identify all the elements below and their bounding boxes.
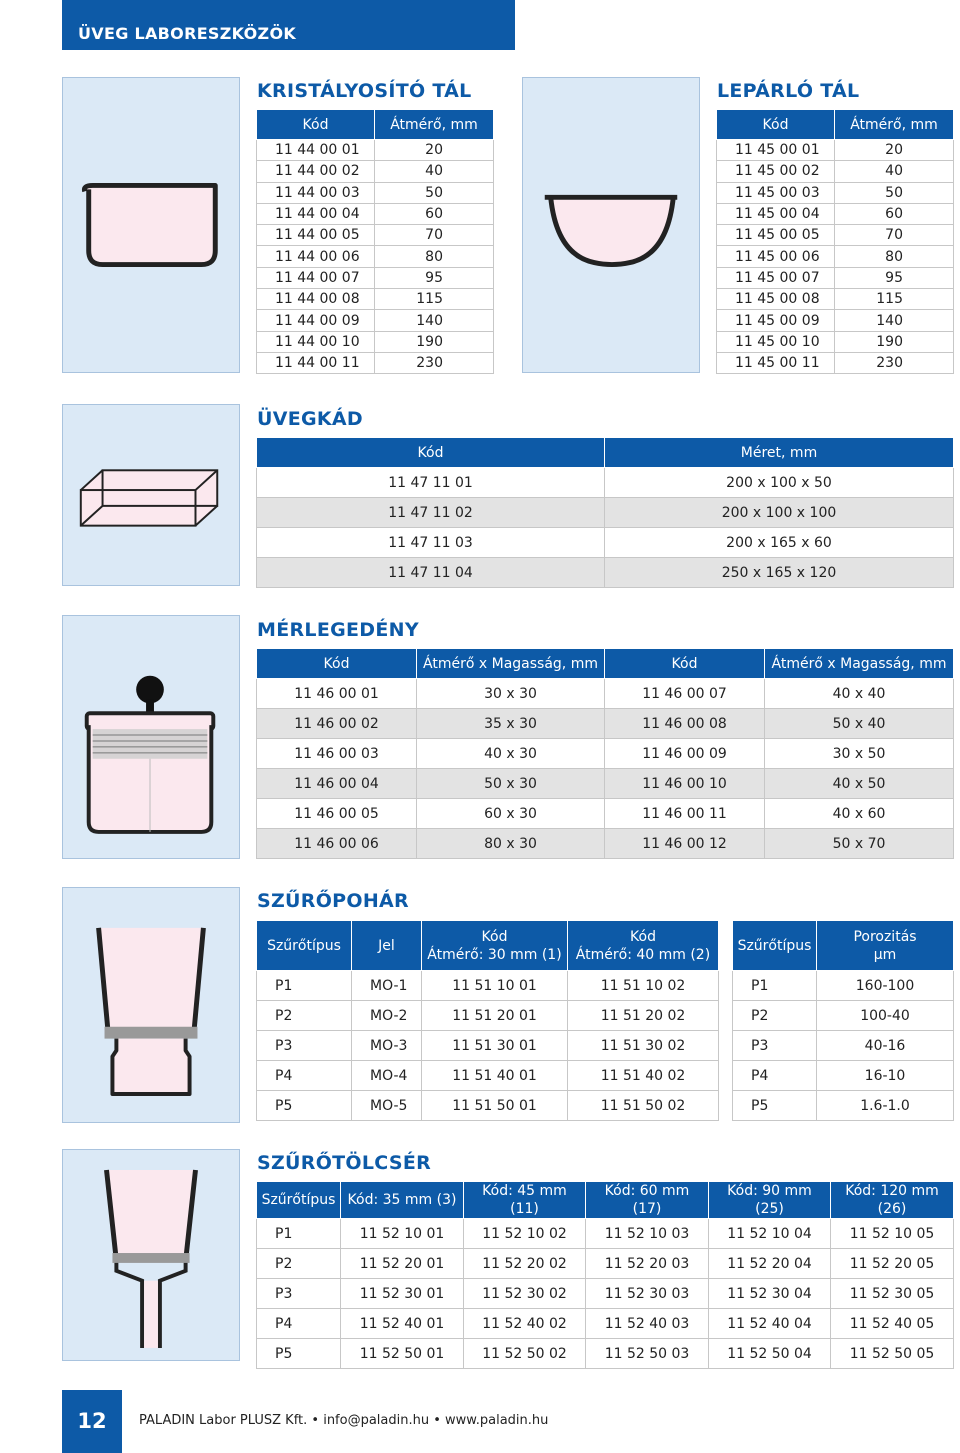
table-row xyxy=(257,1309,954,1339)
table-cell: 11 52 40 04 xyxy=(709,1309,831,1339)
table-cell: 190 xyxy=(375,331,494,352)
table-row xyxy=(257,709,954,739)
table-cell: 11 46 00 02 xyxy=(257,709,417,739)
table-cell: 11 46 00 06 xyxy=(257,829,417,859)
crystallizing-dish-table xyxy=(256,109,494,374)
table-row xyxy=(257,1219,954,1249)
table-row xyxy=(257,799,954,829)
table-row xyxy=(257,331,494,352)
table-cell: 11 45 00 09 xyxy=(717,310,835,331)
table-cell: 11 45 00 11 xyxy=(717,352,835,373)
column-header: Kód xyxy=(717,110,835,140)
column-header xyxy=(422,921,568,971)
table-cell: 11 51 20 01 xyxy=(422,1001,568,1031)
table-cell: P3 xyxy=(257,1031,352,1061)
table-cell: 70 xyxy=(835,225,954,246)
table-cell: 11 51 40 02 xyxy=(568,1061,719,1091)
table-cell: 30 x 30 xyxy=(417,679,605,709)
table-row xyxy=(257,203,494,224)
table-cell: 115 xyxy=(375,289,494,310)
table-cell: 11 52 50 03 xyxy=(586,1339,709,1369)
filter-funnel-title: SZŰRŐTÖLCSÉR xyxy=(257,1152,432,1174)
column-header: Kód xyxy=(257,110,375,140)
table-cell: P5 xyxy=(257,1091,352,1121)
table-cell: 11 51 10 02 xyxy=(568,971,719,1001)
table-cell: 100-40 xyxy=(817,1001,954,1031)
table-cell: 95 xyxy=(375,267,494,288)
table-cell: 11 44 00 01 xyxy=(257,140,375,161)
table-cell: P2 xyxy=(257,1249,341,1279)
glass-tank-image xyxy=(62,404,240,586)
table-row xyxy=(717,331,954,352)
table-cell: 11 52 50 04 xyxy=(709,1339,831,1369)
column-header: Kód: 120 mm (26) xyxy=(831,1182,954,1219)
table-cell: 11 45 00 03 xyxy=(717,182,835,203)
table-cell: 11 52 50 01 xyxy=(341,1339,464,1369)
table-cell: P4 xyxy=(257,1061,352,1091)
column-header xyxy=(817,921,954,971)
table-cell: 11 51 10 01 xyxy=(422,971,568,1001)
table-cell: 11 52 30 01 xyxy=(341,1279,464,1309)
table-cell: 11 52 40 03 xyxy=(586,1309,709,1339)
header-title: ÜVEG LABORESZKÖZÖK xyxy=(78,24,297,43)
table-cell: 11 51 20 02 xyxy=(568,1001,719,1031)
table-cell: 190 xyxy=(835,331,954,352)
table-cell: 11 51 30 02 xyxy=(568,1031,719,1061)
table-row xyxy=(733,1001,954,1031)
filter-crucible-image xyxy=(62,887,240,1123)
table-row xyxy=(257,140,494,161)
table-cell: 11 52 10 02 xyxy=(464,1219,586,1249)
table-cell: 11 46 00 10 xyxy=(605,769,765,799)
column-header: Kód: 35 mm (3) xyxy=(341,1182,464,1219)
column-header: Kód: 45 mm (11) xyxy=(464,1182,586,1219)
weighing-bottle-image xyxy=(62,615,240,859)
table-row xyxy=(717,352,954,373)
table-row xyxy=(257,528,954,558)
column-header-line: Porozitás xyxy=(853,928,917,945)
table-row xyxy=(733,1031,954,1061)
filter-crucible-title: SZŰRŐPOHÁR xyxy=(257,890,409,912)
table-cell: 140 xyxy=(835,310,954,331)
table-cell: 11 46 00 11 xyxy=(605,799,765,829)
column-header: Kód xyxy=(605,649,765,679)
table-cell: 40 xyxy=(835,161,954,182)
table-cell: 80 xyxy=(375,246,494,267)
table-cell: P1 xyxy=(733,971,817,1001)
table-cell: 200 x 100 x 100 xyxy=(605,498,954,528)
table-row xyxy=(257,468,954,498)
table-row xyxy=(257,1339,954,1369)
crystallizing-dish-title: KRISTÁLYOSÍTÓ TÁL xyxy=(257,80,472,102)
table-row xyxy=(257,1279,954,1309)
table-cell: 11 45 00 05 xyxy=(717,225,835,246)
header-band xyxy=(62,0,515,50)
table-cell: 11 44 00 04 xyxy=(257,203,375,224)
table-cell: 11 52 20 01 xyxy=(341,1249,464,1279)
table-cell: 11 47 11 02 xyxy=(257,498,605,528)
filter-funnel-image xyxy=(62,1149,240,1361)
column-header: Kód xyxy=(257,649,417,679)
table-row xyxy=(257,971,719,1001)
column-header: Szűrőtípus xyxy=(257,1182,341,1219)
column-header-line: Kód xyxy=(481,928,508,945)
column-header-line: Kód xyxy=(630,928,656,945)
table-cell: 11 52 20 05 xyxy=(831,1249,954,1279)
table-row xyxy=(733,1061,954,1091)
table-cell: 11 52 40 02 xyxy=(464,1309,586,1339)
column-header: Szűrőtípus xyxy=(733,921,817,971)
table-cell: 40 xyxy=(375,161,494,182)
table-row xyxy=(717,182,954,203)
table-cell: 40 x 30 xyxy=(417,739,605,769)
table-row xyxy=(257,1031,719,1061)
column-header xyxy=(568,921,719,971)
table-cell: 160-100 xyxy=(817,971,954,1001)
column-header: Átmérő, mm xyxy=(835,110,954,140)
table-cell: 1.6-1.0 xyxy=(817,1091,954,1121)
table-cell: P3 xyxy=(257,1279,341,1309)
table-cell: 11 46 00 12 xyxy=(605,829,765,859)
crystallizing-dish-image xyxy=(62,77,240,373)
table-cell: 11 44 00 06 xyxy=(257,246,375,267)
table-cell: 11 52 20 03 xyxy=(586,1249,709,1279)
filter-funnel-table xyxy=(256,1181,954,1369)
table-cell: 11 45 00 08 xyxy=(717,289,835,310)
table-cell: 11 45 00 01 xyxy=(717,140,835,161)
table-cell: P5 xyxy=(257,1339,341,1369)
table-row xyxy=(257,1061,719,1091)
table-cell: 11 44 00 02 xyxy=(257,161,375,182)
table-row xyxy=(257,1091,719,1121)
table-cell: 70 xyxy=(375,225,494,246)
table-cell: MO-4 xyxy=(352,1061,422,1091)
table-cell: 35 x 30 xyxy=(417,709,605,739)
table-cell: 230 xyxy=(375,352,494,373)
glass-tank-table xyxy=(256,437,954,588)
table-row xyxy=(257,225,494,246)
table-cell: 80 xyxy=(835,246,954,267)
table-cell: MO-2 xyxy=(352,1001,422,1031)
table-cell: 11 52 10 01 xyxy=(341,1219,464,1249)
column-header: Jel xyxy=(352,921,422,971)
table-cell: 11 46 00 04 xyxy=(257,769,417,799)
table-row xyxy=(257,829,954,859)
table-cell: 250 x 165 x 120 xyxy=(605,558,954,588)
table-cell: 50 xyxy=(835,182,954,203)
table-cell: P2 xyxy=(733,1001,817,1031)
table-cell: 40 x 50 xyxy=(765,769,954,799)
table-row xyxy=(717,310,954,331)
table-cell: 11 52 10 05 xyxy=(831,1219,954,1249)
table-cell: 11 46 00 01 xyxy=(257,679,417,709)
table-cell: 11 52 30 02 xyxy=(464,1279,586,1309)
table-cell: P5 xyxy=(733,1091,817,1121)
table-cell: MO-5 xyxy=(352,1091,422,1121)
table-cell: 40 x 60 xyxy=(765,799,954,829)
table-cell: 50 x 70 xyxy=(765,829,954,859)
table-cell: 11 44 00 09 xyxy=(257,310,375,331)
table-cell: P3 xyxy=(733,1031,817,1061)
column-header-line: µm xyxy=(873,946,897,963)
porosity-table xyxy=(732,920,954,1121)
table-cell: 11 47 11 03 xyxy=(257,528,605,558)
table-row xyxy=(257,498,954,528)
table-cell: P1 xyxy=(257,971,352,1001)
table-cell: 11 44 00 11 xyxy=(257,352,375,373)
table-cell: 11 52 30 05 xyxy=(831,1279,954,1309)
table-cell: 11 52 40 05 xyxy=(831,1309,954,1339)
weighing-bottle-title: MÉRLEGEDÉNY xyxy=(257,619,419,641)
table-cell: 11 47 11 04 xyxy=(257,558,605,588)
table-row xyxy=(733,1091,954,1121)
table-cell: 140 xyxy=(375,310,494,331)
column-header-line: Átmérő: 30 mm (1) xyxy=(427,946,562,963)
table-cell: 11 45 00 04 xyxy=(717,203,835,224)
table-cell: 40 x 40 xyxy=(765,679,954,709)
table-cell: 11 51 50 01 xyxy=(422,1091,568,1121)
table-row xyxy=(717,203,954,224)
table-row xyxy=(257,739,954,769)
table-cell: 11 52 20 02 xyxy=(464,1249,586,1279)
table-row xyxy=(257,1001,719,1031)
evaporating-dish-title: LEPÁRLÓ TÁL xyxy=(717,80,860,102)
table-cell: 11 44 00 03 xyxy=(257,182,375,203)
table-cell: 11 44 00 10 xyxy=(257,331,375,352)
table-cell: P4 xyxy=(733,1061,817,1091)
evaporating-dish-table xyxy=(716,109,954,374)
table-cell: 11 45 00 06 xyxy=(717,246,835,267)
table-row xyxy=(257,558,954,588)
table-cell: 50 x 40 xyxy=(765,709,954,739)
table-cell: 11 52 30 04 xyxy=(709,1279,831,1309)
table-cell: 95 xyxy=(835,267,954,288)
table-cell: 11 52 20 04 xyxy=(709,1249,831,1279)
table-row xyxy=(717,140,954,161)
table-cell: 60 xyxy=(375,203,494,224)
table-cell: 11 46 00 09 xyxy=(605,739,765,769)
table-cell: 11 45 00 07 xyxy=(717,267,835,288)
table-cell: 11 44 00 07 xyxy=(257,267,375,288)
table-cell: 200 x 165 x 60 xyxy=(605,528,954,558)
column-header: Átmérő, mm xyxy=(375,110,494,140)
table-cell: 11 46 00 07 xyxy=(605,679,765,709)
table-row xyxy=(257,769,954,799)
table-cell: 11 52 50 02 xyxy=(464,1339,586,1369)
table-cell: MO-1 xyxy=(352,971,422,1001)
page-number: 12 xyxy=(62,1390,122,1453)
table-row xyxy=(717,267,954,288)
column-header: Szűrőtípus xyxy=(257,921,352,971)
table-row xyxy=(257,182,494,203)
table-cell: 11 47 11 01 xyxy=(257,468,605,498)
table-cell: 115 xyxy=(835,289,954,310)
table-cell: 60 xyxy=(835,203,954,224)
table-cell: 11 45 00 02 xyxy=(717,161,835,182)
table-cell: 11 46 00 03 xyxy=(257,739,417,769)
column-header-line: Átmérő: 40 mm (2) xyxy=(575,946,711,963)
table-row xyxy=(257,161,494,182)
table-cell: 50 x 30 xyxy=(417,769,605,799)
table-cell: 11 44 00 05 xyxy=(257,225,375,246)
table-cell: 11 46 00 05 xyxy=(257,799,417,829)
table-row xyxy=(257,352,494,373)
table-row xyxy=(717,161,954,182)
table-cell: 11 52 10 03 xyxy=(586,1219,709,1249)
table-cell: 20 xyxy=(835,140,954,161)
glass-tank-title: ÜVEGKÁD xyxy=(257,408,364,430)
weighing-bottle-table xyxy=(256,648,954,859)
table-row xyxy=(717,225,954,246)
table-cell: 230 xyxy=(835,352,954,373)
table-cell: 50 xyxy=(375,182,494,203)
table-row xyxy=(257,679,954,709)
column-header: Méret, mm xyxy=(605,438,954,468)
table-cell: 11 46 00 08 xyxy=(605,709,765,739)
column-header: Kód: 60 mm (17) xyxy=(586,1182,709,1219)
table-cell: 11 52 50 05 xyxy=(831,1339,954,1369)
table-row xyxy=(717,246,954,267)
table-cell: P4 xyxy=(257,1309,341,1339)
table-cell: 11 51 50 02 xyxy=(568,1091,719,1121)
table-cell: 30 x 50 xyxy=(765,739,954,769)
table-cell: MO-3 xyxy=(352,1031,422,1061)
table-cell: P2 xyxy=(257,1001,352,1031)
table-cell: P1 xyxy=(257,1219,341,1249)
evaporating-dish-image xyxy=(522,77,700,373)
table-row xyxy=(257,267,494,288)
column-header: Átmérő x Magasság, mm xyxy=(765,649,954,679)
table-row xyxy=(257,1249,954,1279)
column-header: Kód: 90 mm (25) xyxy=(709,1182,831,1219)
table-cell: 11 52 40 01 xyxy=(341,1309,464,1339)
table-cell: 11 52 10 04 xyxy=(709,1219,831,1249)
table-cell: 11 51 30 01 xyxy=(422,1031,568,1061)
table-cell: 20 xyxy=(375,140,494,161)
table-row xyxy=(717,289,954,310)
table-cell: 40-16 xyxy=(817,1031,954,1061)
column-header: Kód xyxy=(257,438,605,468)
footer-contact: PALADIN Labor PLUSZ Kft. • info@paladin.hu • www.paladin.hu xyxy=(139,1413,549,1428)
table-cell: 11 45 00 10 xyxy=(717,331,835,352)
table-cell: 80 x 30 xyxy=(417,829,605,859)
table-cell: 16-10 xyxy=(817,1061,954,1091)
table-cell: 11 51 40 01 xyxy=(422,1061,568,1091)
table-cell: 11 44 00 08 xyxy=(257,289,375,310)
filter-crucible-table xyxy=(256,920,719,1121)
column-header: Átmérő x Magasság, mm xyxy=(417,649,605,679)
table-cell: 200 x 100 x 50 xyxy=(605,468,954,498)
table-row xyxy=(257,246,494,267)
table-row xyxy=(257,289,494,310)
table-cell: 60 x 30 xyxy=(417,799,605,829)
table-row xyxy=(733,971,954,1001)
table-cell: 11 52 30 03 xyxy=(586,1279,709,1309)
table-row xyxy=(257,310,494,331)
